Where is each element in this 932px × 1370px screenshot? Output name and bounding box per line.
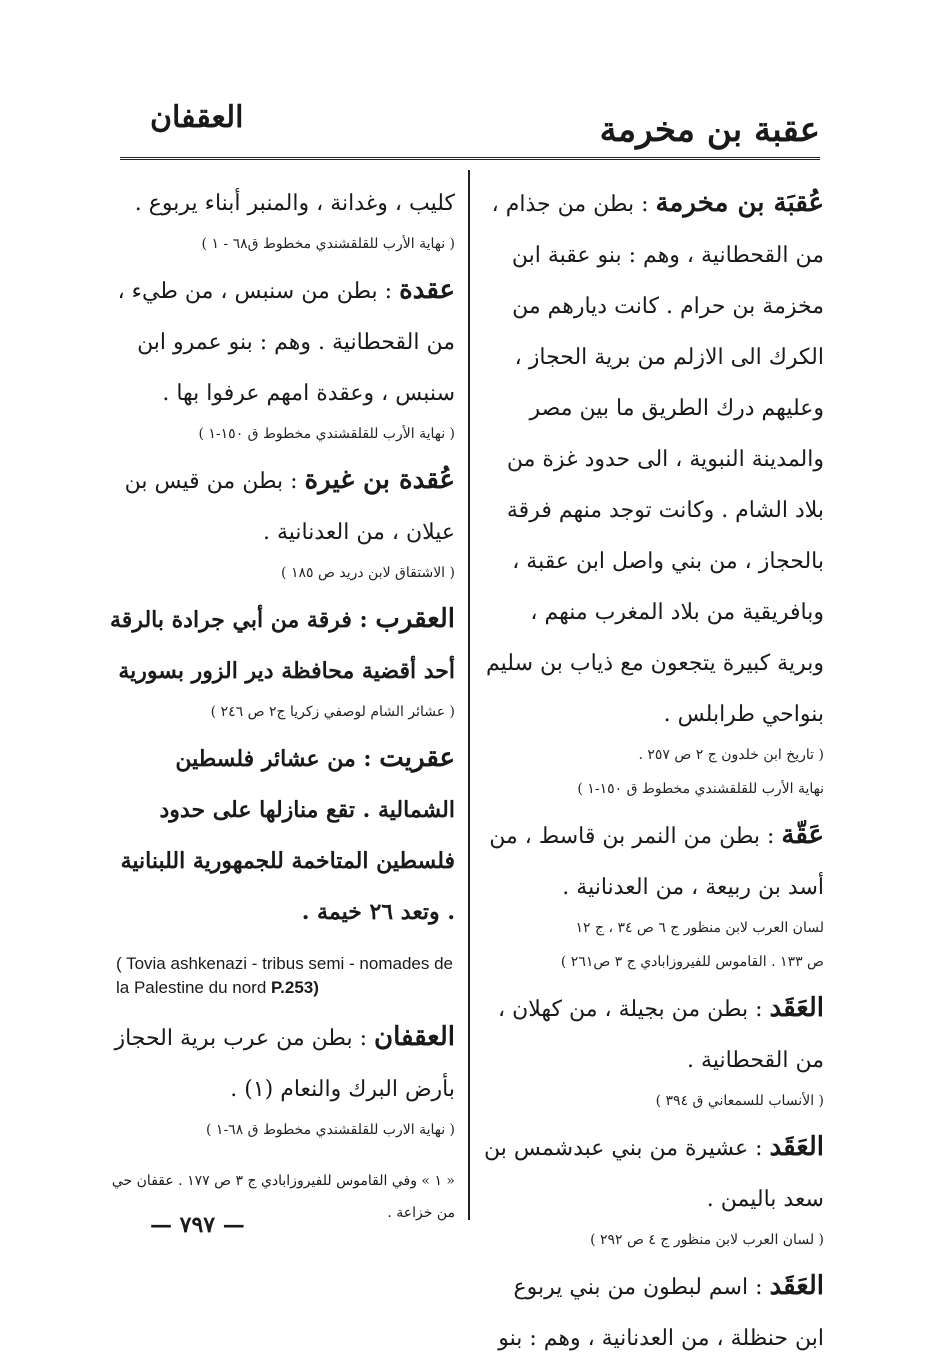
source-citation: لسان العرب لابن منظور ج ٦ ص ٣٤ ، ج ١٢ (575, 920, 824, 936)
entry-al-aqad-2 (484, 1122, 824, 1255)
column-divider (468, 170, 470, 1220)
running-title-left: العقفان (150, 100, 244, 135)
entry-text (110, 594, 455, 697)
entry-text (110, 1012, 455, 1115)
latin-source-citation (110, 952, 455, 1000)
header-rule (120, 157, 820, 160)
entry-body: : من عشائر فلسطين الشمالية . تقع منازلها على حدود فلسطين المتاخمة للجمهورية اللبنانية . وتعد ٢٦ خيمة . (120, 746, 455, 925)
entry-al-aqfan (110, 1012, 455, 1145)
source-citation: ( الاشتقاق لابن دريد ص ١٨٥ ) (281, 565, 455, 581)
headword: عُقدة بن غيرة (304, 465, 455, 495)
headword: العَقَد (769, 1132, 824, 1162)
entry-text (484, 810, 824, 913)
entry-al-aqad-3 (484, 1261, 824, 1364)
entry-aqrit (110, 733, 455, 938)
headword: عقريت (379, 743, 455, 773)
entry-text (110, 455, 455, 558)
entry-uqda (110, 265, 455, 449)
entry-uqba-bin-makhrama (484, 178, 824, 804)
entry-aqqa (484, 810, 824, 977)
entry-text (110, 265, 455, 419)
entry-body: : فرقة من أبي جرادة بالرقة أحد أقضية محافظة دير الزور بسورية (110, 607, 455, 684)
source-citation: ( الأنساب للسمعاني ق ٣٩٤ ) (655, 1093, 824, 1109)
entry-text (484, 1122, 824, 1225)
latin-source-page: P.253) (271, 978, 319, 997)
entry-continuation (110, 178, 455, 259)
left-column (110, 178, 455, 1229)
entry-text (484, 1261, 824, 1364)
entry-body: : بطن من قيس بن عيلان ، من العدنانية . (124, 469, 455, 545)
entry-al-aqrab (110, 594, 455, 727)
source-citation: ( عشائر الشام لوصفي زكريا ج٢ ص ٢٤٦ ) (210, 704, 455, 720)
entry-text (110, 733, 455, 938)
entry-body: : عشيرة من بني عبدشمس بن سعد باليمن . (484, 1136, 824, 1212)
headword: العقفان (373, 1022, 455, 1052)
headword: العَقَد (769, 993, 824, 1023)
entry-body: : بطن من عرب برية الحجاز بأرض البرك والنعام (١) . (114, 1026, 455, 1102)
entry-text (484, 983, 824, 1086)
entry-body: : بطن من سنبس ، من طيء ، من القحطانية . وهم : بنو عمرو ابن سنبس ، وعقدة امهم عرفوا بها . (117, 279, 455, 406)
page-number: — ٧٩٧ — (150, 1212, 245, 1238)
entry-text (484, 178, 824, 740)
entry-body: : بطن من بجيلة ، من كهلان ، من القحطانية . (498, 997, 824, 1073)
source-citation: ( تاريخ ابن خلدون ج ٢ ص ٢٥٧ . (638, 747, 824, 763)
source-citation: ( لسان العرب لابن منظور ج ٤ ص ٢٩٢ ) (590, 1232, 824, 1248)
entry-al-aqad-1 (484, 983, 824, 1116)
headword: عقدة (399, 275, 455, 305)
headword: العَقَد (769, 1271, 824, 1301)
source-citation: ( نهاية الأرب للقلقشندي مخطوط ق٦٨ - ١ ) (201, 236, 455, 252)
entry-uqda-bin-ghayra (110, 455, 455, 588)
page-header (120, 100, 820, 156)
source-citation: ( نهاية الارب للقلقشندي مخطوط ق ٦٨-١ ) (205, 1122, 455, 1138)
headword: عُقبَة بن مخرمة (655, 188, 824, 218)
source-citation: ص ١٣٣ . القاموس للفيروزابادي ج ٣ ص٢٦١ ) (560, 954, 824, 970)
footnote: « ١ » وفي القاموس للفيروزابادي ج ٣ ص ١٧٧ . عقفان حي من خزاعة . (111, 1173, 455, 1221)
running-title-right: عقبة بن مخرمة (599, 110, 820, 150)
entry-text: كليب ، وغدانة ، والمنبر أبناء يربوع . (134, 191, 455, 216)
entry-body: : بطن من النمر بن قاسط ، من أسد بن ربيعة ، من العدنانية . (489, 824, 824, 900)
headword: العقرب (375, 604, 455, 634)
source-citation: ( نهاية الأرب للقلقشندي مخطوط ق ١٥٠-١ ) (198, 426, 455, 442)
latin-source-text: ( Tovia ashkenazi - tribus semi - nomades de la Palestine du nord (116, 954, 454, 997)
right-column (484, 178, 824, 1370)
entry-body: : اسم لبطون من بني يربوع ابن حنظلة ، من العدنانية ، وهم : بنو (498, 1275, 824, 1351)
entry-body: : بطن من جذام ، من القحطانية ، وهم : بنو عقبة ابن مخزمة بن حرام . كانت ديارهم من الكرك الى الازلم من برية الحجاز ، وعليهم درك الطريق ما بين مصر والمدينة النبوية ، الى حدود غزة من بلاد الشام . وكانت توجد منهم فرقة بالحجاز ، من بني واصل ابن عقبة ، وبافريقية من بلاد المغرب منهم ، وبرية كبيرة يتجعون مع ذياب بن سليم بنواحي طرابلس . (486, 192, 824, 727)
source-citation: نهاية الأرب للقلقشندي مخطوط ق ١٥٠-١ ) (577, 781, 824, 797)
headword: عَقّة (781, 820, 824, 850)
